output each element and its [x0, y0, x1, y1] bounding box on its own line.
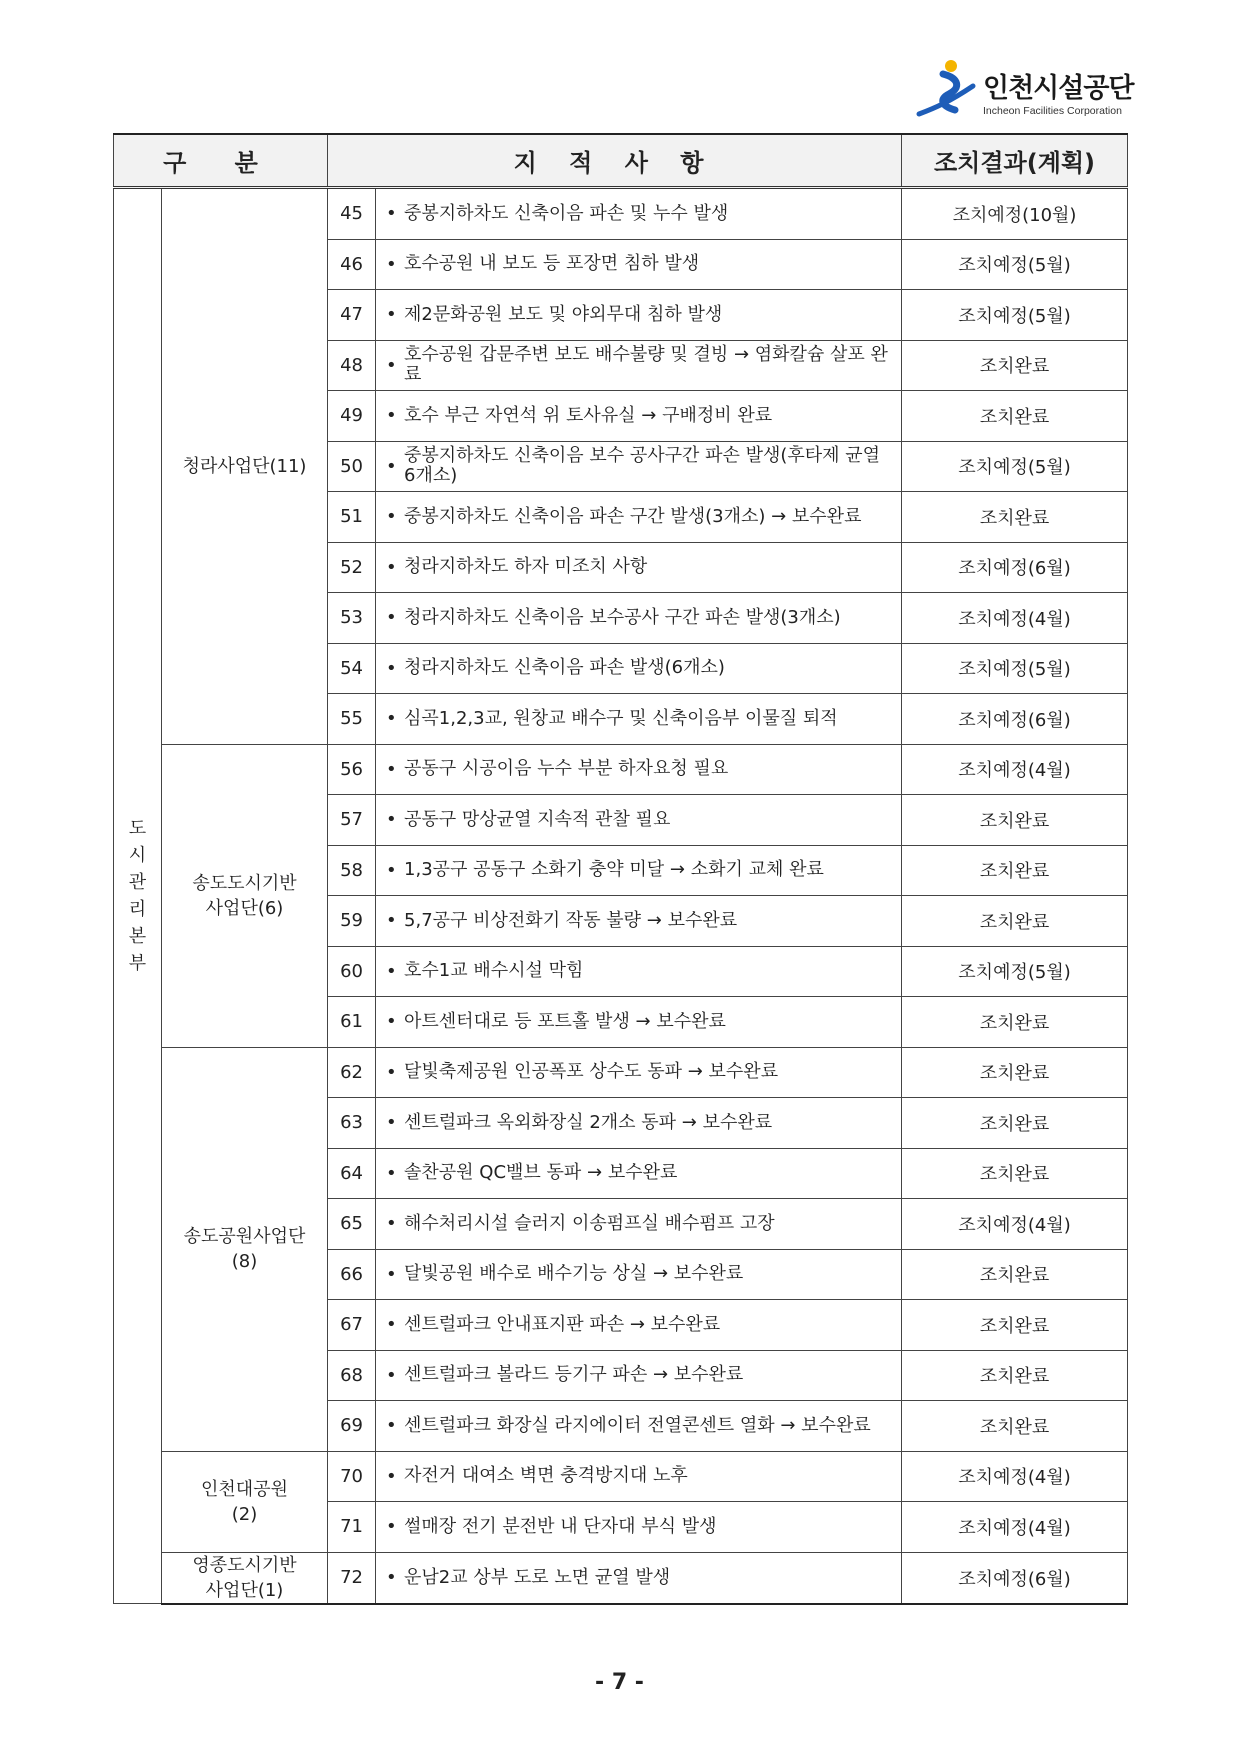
item-cell: [376, 1401, 902, 1452]
item-cell: [376, 896, 902, 947]
item-cell: [376, 391, 902, 442]
result-status: 조치완료: [902, 492, 1128, 543]
item-cell: [376, 946, 902, 997]
item-text: 센트럴파크 화장실 라지에이터 전열콘센트 열화 → 보수완료: [404, 1414, 871, 1436]
item-cell: [376, 1098, 902, 1149]
unit-name-line: 송도도시기반: [192, 872, 297, 894]
item-text: 5,7공구 비상전화기 작동 불량 → 보수완료: [404, 909, 738, 931]
item-number: 49: [328, 391, 376, 442]
item-cell: [376, 694, 902, 745]
result-status: 조치예정(4월): [902, 1502, 1128, 1553]
table-header-row: [114, 134, 1128, 188]
item-cell: [376, 1148, 902, 1199]
unit-name-line: 청라사업단(11): [182, 455, 307, 477]
item-number: 71: [328, 1502, 376, 1553]
item-number: 46: [328, 239, 376, 290]
bullet-icon: •: [386, 1011, 397, 1033]
item-cell: [376, 845, 902, 896]
result-status: 조치예정(5월): [902, 946, 1128, 997]
item-text: 해수처리시설 슬러지 이송펌프실 배수펌프 고장: [404, 1212, 775, 1234]
bullet-icon: •: [386, 657, 397, 679]
item-cell: [376, 542, 902, 593]
unit-name-line: 송도공원사업단: [183, 1226, 306, 1247]
item-number: 58: [328, 845, 376, 896]
result-status: 조치완료: [902, 1098, 1128, 1149]
item-cell: [376, 997, 902, 1048]
result-status: 조치예정(4월): [902, 1199, 1128, 1250]
item-cell: [376, 492, 902, 543]
result-status: 조치완료: [902, 1401, 1128, 1452]
result-status: 조치예정(5월): [902, 441, 1128, 492]
result-status: 조치예정(10월): [902, 188, 1128, 240]
unit-name: [162, 1552, 328, 1604]
item-number: 48: [328, 340, 376, 391]
item-text: 호수공원 내 보도 등 포장면 침하 발생: [404, 253, 700, 275]
item-cell: [376, 1552, 902, 1604]
result-status: 조치완료: [902, 340, 1128, 391]
item-text: 센트럴파크 옥외화장실 2개소 동파 → 보수완료: [404, 1111, 773, 1133]
bullet-icon: •: [386, 607, 397, 629]
result-status: 조치완료: [902, 1300, 1128, 1351]
bullet-icon: •: [386, 809, 397, 831]
item-cell: [376, 1350, 902, 1401]
item-text: 공동구 시공이음 누수 부분 하자요청 필요: [404, 758, 729, 780]
item-text: 호수1교 배수시설 막힘: [404, 960, 584, 982]
header-division: 구 분: [114, 134, 328, 188]
item-cell: [376, 744, 902, 795]
bullet-icon: •: [386, 859, 397, 881]
item-cell: [376, 1249, 902, 1300]
item-text: 썰매장 전기 분전반 내 단자대 부식 발생: [404, 1515, 717, 1537]
bullet-icon: •: [386, 1162, 397, 1184]
table-row: [114, 1047, 1128, 1098]
item-text: 호수 부근 자연석 위 토사유실 → 구배정비 완료: [404, 404, 773, 426]
item-text: 1,3공구 공동구 소화기 충약 미달 → 소화기 교체 완료: [404, 859, 824, 881]
result-status: 조치예정(4월): [902, 1451, 1128, 1502]
bullet-icon: •: [386, 1516, 397, 1538]
item-number: 47: [328, 290, 376, 341]
item-number: 67: [328, 1300, 376, 1351]
item-cell: [376, 795, 902, 846]
result-status: 조치예정(5월): [902, 290, 1128, 341]
bullet-icon: •: [386, 354, 397, 376]
item-text: 청라지하차도 신축이음 파손 발생(6개소): [404, 657, 725, 679]
table-row: [114, 1451, 1128, 1502]
division-label-char: 리: [128, 899, 147, 920]
logo-name-ko: 인천시설공단: [983, 73, 1134, 104]
item-text: 센트럴파크 안내표지판 파손 → 보수완료: [404, 1313, 721, 1335]
result-status: 조치완료: [902, 845, 1128, 896]
item-text: 중봉지하차도 신축이음 파손 및 누수 발생: [404, 202, 729, 224]
result-status: 조치완료: [902, 391, 1128, 442]
item-number: 70: [328, 1451, 376, 1502]
unit-name: [162, 744, 328, 1047]
result-status: 조치예정(4월): [902, 593, 1128, 644]
bullet-icon: •: [386, 203, 397, 225]
item-cell: [376, 1300, 902, 1351]
result-status: 조치완료: [902, 1148, 1128, 1199]
unit-name-line: 영종도시기반: [192, 1554, 297, 1576]
header-items: 지 적 사 항: [328, 134, 902, 188]
unit-name-line: 사업단(1): [205, 1579, 284, 1601]
item-cell: [376, 441, 902, 492]
result-status: 조치완료: [902, 997, 1128, 1048]
bullet-icon: •: [386, 1061, 397, 1083]
item-text: 공동구 망상균열 지속적 관찰 필요: [404, 808, 671, 830]
division-label-char: 부: [128, 953, 147, 974]
logo-swoosh-icon: [915, 58, 979, 122]
item-cell: [376, 593, 902, 644]
item-text: 제2문화공원 보도 및 야외무대 침하 발생: [404, 303, 723, 325]
unit-name: [162, 1451, 328, 1552]
item-number: 69: [328, 1401, 376, 1452]
item-text: 청라지하차도 신축이음 보수공사 구간 파손 발생(3개소): [404, 606, 841, 628]
item-number: 50: [328, 441, 376, 492]
item-number: 57: [328, 795, 376, 846]
item-text: 솔찬공원 QC밸브 동파 → 보수완료: [404, 1162, 678, 1184]
division-label-char: 도: [128, 818, 147, 839]
item-cell: [376, 290, 902, 341]
unit-name: [162, 188, 328, 745]
unit-name-line: 인천대공원: [201, 1478, 288, 1500]
unit-name: [162, 1047, 328, 1451]
item-number: 54: [328, 643, 376, 694]
division-label: [114, 188, 162, 1604]
item-number: 60: [328, 946, 376, 997]
item-number: 64: [328, 1148, 376, 1199]
unit-name-line: 사업단(6): [205, 897, 284, 919]
bullet-icon: •: [386, 1263, 397, 1285]
result-status: 조치예정(6월): [902, 694, 1128, 745]
unit-name-line: (8): [231, 1251, 258, 1272]
item-number: 63: [328, 1098, 376, 1149]
bullet-icon: •: [386, 1112, 397, 1134]
division-label-char: 본: [128, 926, 147, 947]
page-number: - 7 -: [595, 1670, 644, 1695]
bullet-icon: •: [386, 1364, 397, 1386]
item-number: 62: [328, 1047, 376, 1098]
result-status: 조치완료: [902, 1350, 1128, 1401]
table-row: [114, 744, 1128, 795]
item-number: 68: [328, 1350, 376, 1401]
header-result: 조치결과(계획): [902, 134, 1128, 188]
item-cell: [376, 1451, 902, 1502]
item-number: 52: [328, 542, 376, 593]
item-cell: [376, 239, 902, 290]
item-number: 53: [328, 593, 376, 644]
result-status: 조치예정(5월): [902, 643, 1128, 694]
result-status: 조치완료: [902, 1047, 1128, 1098]
bullet-icon: •: [386, 1213, 397, 1235]
bullet-icon: •: [386, 1567, 397, 1588]
item-number: 61: [328, 997, 376, 1048]
bullet-icon: •: [386, 1314, 397, 1336]
inspection-table: [113, 133, 1128, 1605]
bullet-icon: •: [386, 556, 397, 578]
item-cell: [376, 1047, 902, 1098]
item-number: 56: [328, 744, 376, 795]
bullet-icon: •: [386, 455, 397, 477]
table-row: [114, 188, 1128, 240]
item-cell: [376, 340, 902, 391]
item-number: 66: [328, 1249, 376, 1300]
bullet-icon: •: [386, 506, 397, 528]
item-number: 55: [328, 694, 376, 745]
corporation-logo: [915, 58, 1145, 128]
item-text: 호수공원 갑문주변 보도 배수불량 및 결빙 → 염화칼슘 살포 완료: [404, 344, 888, 386]
bullet-icon: •: [386, 708, 397, 730]
logo-name-en: Incheon Facilities Corporation: [983, 105, 1122, 117]
result-status: 조치완료: [902, 795, 1128, 846]
item-text: 아트센터대로 등 포트홀 발생 → 보수완료: [404, 1010, 726, 1032]
result-status: 조치완료: [902, 1249, 1128, 1300]
item-text: 청라지하차도 하자 미조치 사항: [404, 556, 648, 578]
bullet-icon: •: [386, 405, 397, 427]
item-number: 51: [328, 492, 376, 543]
item-number: 59: [328, 896, 376, 947]
bullet-icon: •: [386, 1415, 397, 1437]
item-cell: [376, 643, 902, 694]
unit-name-line: (2): [231, 1503, 258, 1525]
table-row: [114, 1552, 1128, 1604]
item-cell: [376, 1502, 902, 1553]
item-text: 센트럴파크 볼라드 등기구 파손 → 보수완료: [404, 1364, 744, 1386]
division-label-char: 시: [128, 845, 147, 866]
item-number: 45: [328, 188, 376, 240]
item-text: 운남2교 상부 도로 노면 균열 발생: [404, 1566, 671, 1588]
bullet-icon: •: [386, 253, 397, 275]
item-text: 중봉지하차도 신축이음 파손 구간 발생(3개소) → 보수완료: [404, 505, 862, 527]
bullet-icon: •: [386, 758, 397, 780]
item-text: 달빛축제공원 인공폭포 상수도 동파 → 보수완료: [404, 1061, 779, 1083]
item-text: 달빛공원 배수로 배수기능 상실 → 보수완료: [404, 1263, 744, 1285]
bullet-icon: •: [386, 1465, 397, 1487]
result-status: 조치예정(4월): [902, 744, 1128, 795]
result-status: 조치예정(5월): [902, 239, 1128, 290]
division-label-char: 관: [128, 872, 147, 893]
item-text: 심곡1,2,3교, 원창교 배수구 및 신축이음부 이물질 퇴적: [404, 707, 838, 729]
result-status: 조치완료: [902, 896, 1128, 947]
item-cell: [376, 188, 902, 240]
bullet-icon: •: [386, 910, 397, 932]
bullet-icon: •: [386, 304, 397, 326]
result-status: 조치예정(6월): [902, 542, 1128, 593]
item-number: 72: [328, 1552, 376, 1604]
item-number: 65: [328, 1199, 376, 1250]
bullet-icon: •: [386, 960, 397, 982]
item-cell: [376, 1199, 902, 1250]
result-status: 조치예정(6월): [902, 1552, 1128, 1604]
item-text: 중봉지하차도 신축이음 보수 공사구간 파손 발생(후타제 균열 6개소): [404, 445, 881, 487]
item-text: 자전거 대여소 벽면 충격방지대 노후: [404, 1465, 688, 1487]
